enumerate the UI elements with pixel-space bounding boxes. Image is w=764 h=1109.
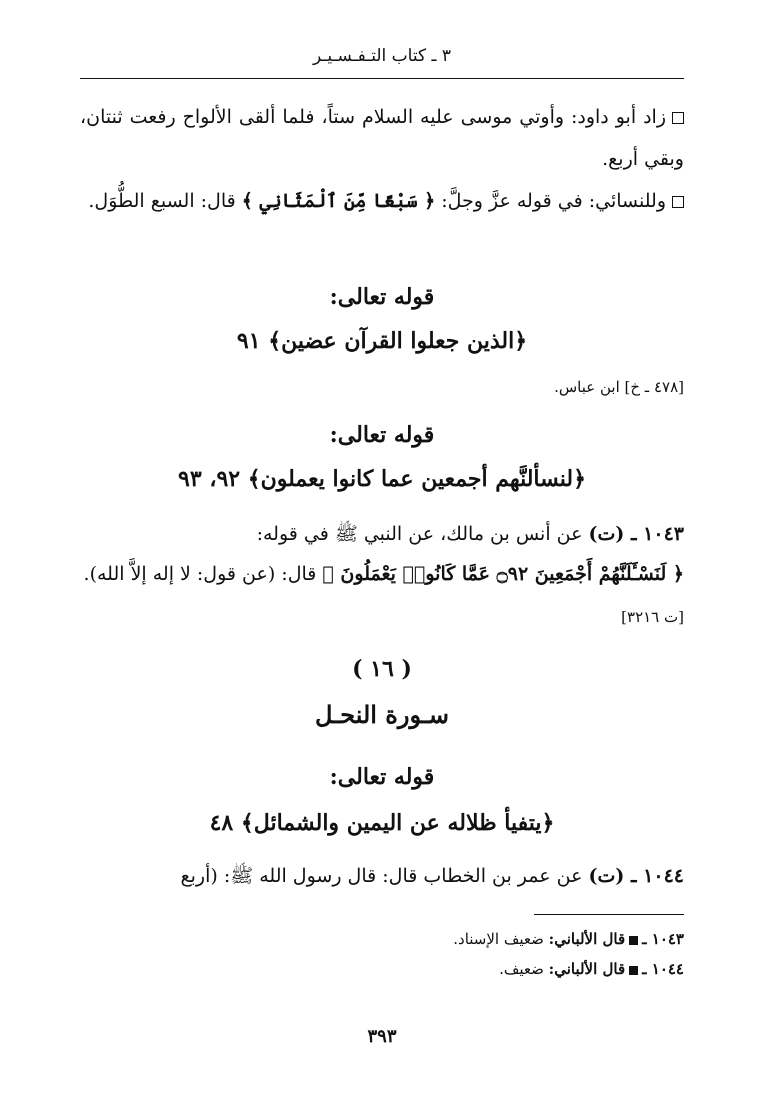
footnote-number: ١٠٤٣ ـ <box>642 930 684 948</box>
square-bullet-icon <box>672 112 684 124</box>
verse-heading: ﴿الذين جعلوا القرآن عضين﴾ ٩١ <box>236 328 528 354</box>
square-bullet-icon <box>672 196 684 208</box>
footnote-number: ١٠٤٤ ـ <box>642 960 684 978</box>
hadith-text: قال: (عن قول: لا إله إلاَّ الله). <box>83 563 323 585</box>
footnote-label: قال الألباني: <box>548 930 626 948</box>
verse-heading: ﴿يتفيأ ظلاله عن اليمين والشمائل﴾ ٤٨ <box>209 810 555 836</box>
quran-quote: ﴿ لَنَسْـَٔلَنَّهُمْ أَجْمَعِينَ ۝٩٢ عَمَّا كَانُوا۟ يَعْمَلُونَ ﴾ <box>322 563 684 585</box>
hadith-text: عن عمر بن الخطاب قال: قال رسول الله ﷺ: (أربع <box>180 865 589 887</box>
footnote-1043 <box>80 930 684 948</box>
hadith-1043 <box>80 514 684 594</box>
hadith-1044 <box>80 856 684 896</box>
section-heading: قوله تعالى: <box>329 764 435 790</box>
footnote-rule <box>534 914 684 915</box>
footnote-text: ضعيف. <box>499 960 549 978</box>
hadith-reference: [ت ٣٢١٦] <box>621 608 684 626</box>
paragraph-text: قال: السبع الطُّوَل. <box>88 190 242 212</box>
running-header: ٣ ـ كتاب التـفـسـيـر <box>313 46 451 66</box>
footnote-label: قال الألباني: <box>548 960 626 978</box>
section-heading: قوله تعالى: <box>329 284 435 310</box>
surah-title: سـورة النحـل <box>315 700 449 729</box>
paragraph-text: وللنسائي: في قوله عزَّ وجلَّ: <box>435 190 666 212</box>
paragraph-nasai <box>80 180 684 222</box>
verse-heading: ﴿لنسألنَّهم أجمعين عما كانوا يعملون﴾ ٩٢، ٩٣ <box>178 466 586 492</box>
footnote-text: ضعيف الإسناد. <box>453 930 549 948</box>
hadith-reference: [٤٧٨ ـ خ] ابن عباس. <box>554 378 684 396</box>
section-heading: قوله تعالى: <box>329 422 435 448</box>
hadith-number: ١٠٤٣ ـ (ت) <box>588 523 684 545</box>
surah-number: ( ١٦ ) <box>352 656 412 682</box>
filled-square-icon <box>629 936 638 945</box>
paragraph-text: زاد أبو داود: وأوتي موسى عليه السلام ستاً، فلما ألقى الألواح رفعت ثنتان، وبقي أربع. <box>80 106 684 170</box>
filled-square-icon <box>629 966 638 975</box>
paragraph-abu-dawud <box>80 96 684 180</box>
header-rule <box>80 78 684 79</box>
quran-quote: ﴿ سَبْعًا مِّنَ ٱلْمَثَانِي ﴾ <box>241 190 436 212</box>
footnote-1044 <box>80 960 684 978</box>
page-number: ٣٩٣ <box>367 1026 397 1047</box>
hadith-number: ١٠٤٤ ـ (ت) <box>588 865 684 887</box>
hadith-text: عن أنس بن مالك، عن النبي ﷺ في قوله: <box>256 523 589 545</box>
